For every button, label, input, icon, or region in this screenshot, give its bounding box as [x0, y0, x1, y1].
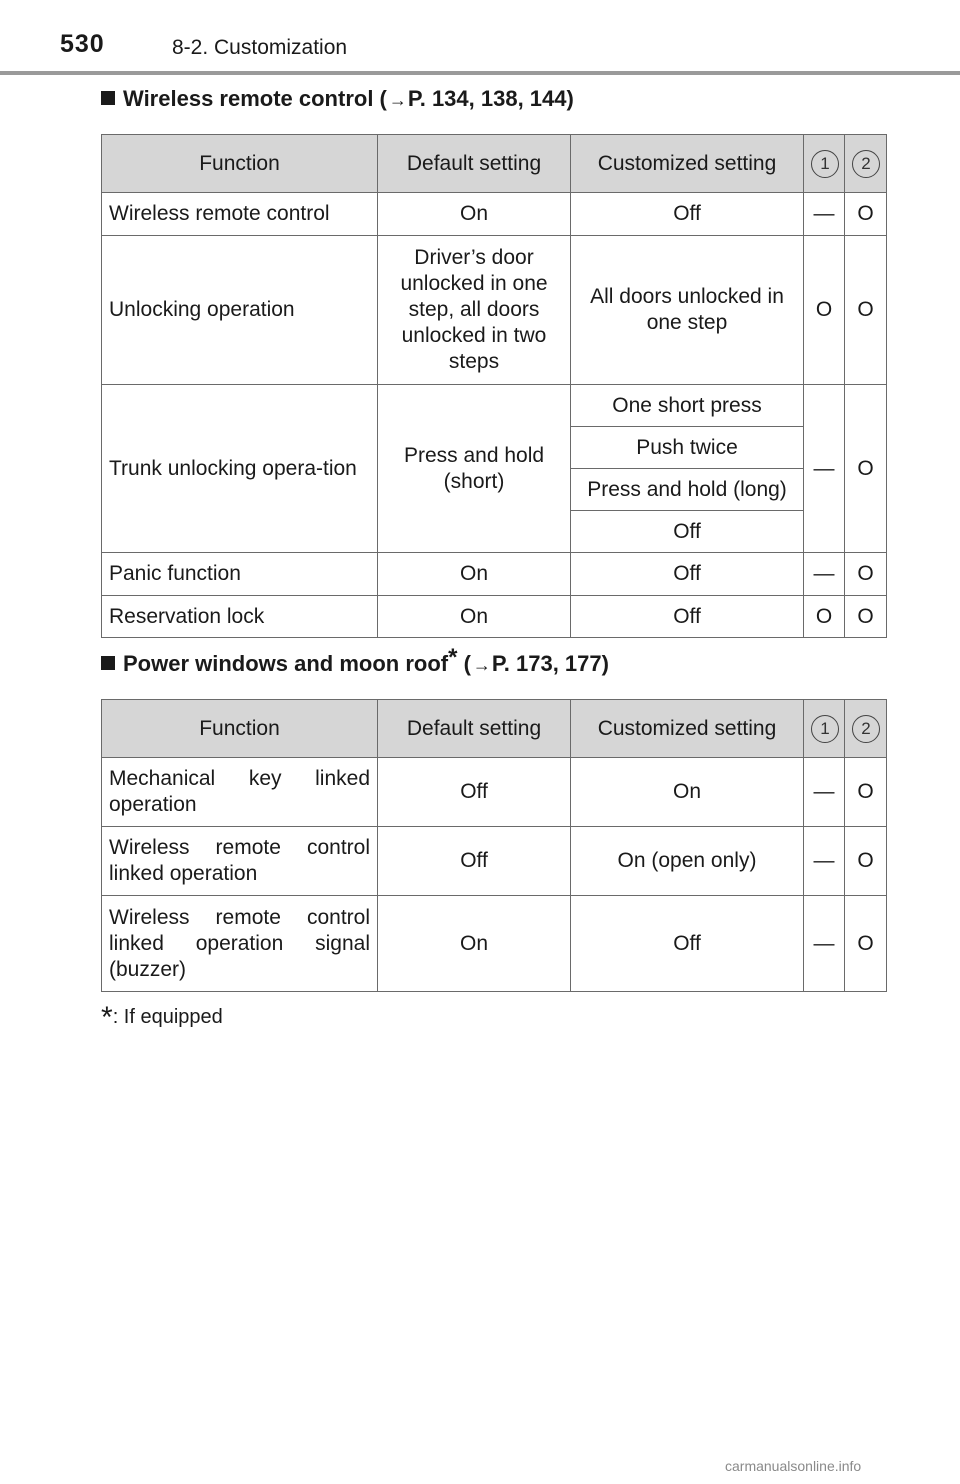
- col1-cell: —: [804, 827, 845, 896]
- table-row: [102, 236, 887, 385]
- header-col-1: [804, 135, 845, 193]
- col2-cell: O: [845, 385, 887, 553]
- customized-option-cell: Press and hold (long): [571, 469, 804, 511]
- customized-option-cell: Push twice: [571, 427, 804, 469]
- page-number: 530: [60, 30, 105, 58]
- customized-option-cell: Off: [571, 511, 804, 553]
- square-bullet-icon: [101, 91, 115, 105]
- col2-cell: O: [845, 553, 887, 596]
- table-row: [102, 553, 887, 596]
- default-cell: Off: [378, 827, 571, 896]
- default-cell: On: [378, 896, 571, 992]
- customized-cell: Off: [571, 193, 804, 236]
- customized-cell: Off: [571, 896, 804, 992]
- asterisk-icon: *: [101, 1001, 113, 1034]
- arrow-right-icon: →: [472, 655, 491, 675]
- circled-2-icon: 2: [852, 150, 880, 178]
- col2-cell: O: [845, 896, 887, 992]
- col1-cell: —: [804, 553, 845, 596]
- header-divider: [0, 71, 960, 75]
- section-heading-wireless-remote: Wireless remote control ( →P. 134, 138, 144): [101, 86, 574, 112]
- default-cell: On: [378, 596, 571, 638]
- table-row: [102, 385, 887, 427]
- col2-cell: O: [845, 827, 887, 896]
- function-cell: Unlocking operation: [102, 236, 378, 385]
- col1-cell: —: [804, 385, 845, 553]
- wireless-remote-table: [101, 134, 887, 638]
- col1-cell: —: [804, 896, 845, 992]
- footnote: *: If equipped: [101, 1001, 223, 1034]
- table-row: [102, 193, 887, 236]
- col1-cell: O: [804, 236, 845, 385]
- default-cell: On: [378, 193, 571, 236]
- col2-cell: O: [845, 193, 887, 236]
- function-cell: Panic function: [102, 553, 378, 596]
- customized-cell: On: [571, 758, 804, 827]
- header-default-setting: Default setting: [378, 700, 571, 758]
- default-cell: Press and hold (short): [378, 385, 571, 553]
- square-bullet-icon: [101, 656, 115, 670]
- power-windows-table: [101, 699, 887, 992]
- watermark: carmanualsonline.info: [725, 1458, 862, 1474]
- function-cell: Wireless remote control linked operation signal (buzzer): [102, 896, 378, 992]
- customized-option-cell: One short press: [571, 385, 804, 427]
- header-col-2: [845, 135, 887, 193]
- col2-cell: O: [845, 596, 887, 638]
- col1-cell: O: [804, 596, 845, 638]
- page-header: [0, 0, 960, 76]
- table-header-row: [102, 135, 887, 193]
- table-row: [102, 758, 887, 827]
- circled-2-icon: 2: [852, 715, 880, 743]
- default-cell: Driver’s door unlocked in one step, all doors unlocked in two steps: [378, 236, 571, 385]
- header-col-2: [845, 700, 887, 758]
- col2-cell: O: [845, 236, 887, 385]
- default-cell: Off: [378, 758, 571, 827]
- header-function: Function: [102, 135, 378, 193]
- col1-cell: —: [804, 758, 845, 827]
- function-cell: Mechanical key linked operation: [102, 758, 378, 827]
- function-cell: Wireless remote control: [102, 193, 378, 236]
- header-customized-setting: Customized setting: [571, 135, 804, 193]
- circled-1-icon: 1: [811, 150, 839, 178]
- table-row: [102, 827, 887, 896]
- function-cell: Trunk unlocking opera-tion: [102, 385, 378, 553]
- customized-cell: On (open only): [571, 827, 804, 896]
- header-default-setting: Default setting: [378, 135, 571, 193]
- customized-cell: All doors unlocked in one step: [571, 236, 804, 385]
- circled-1-icon: 1: [811, 715, 839, 743]
- default-cell: On: [378, 553, 571, 596]
- section-heading-power-windows: Power windows and moon roof* ( →P. 173, 177): [101, 651, 609, 677]
- table-row: [102, 896, 887, 992]
- header-function: Function: [102, 700, 378, 758]
- col1-cell: —: [804, 193, 845, 236]
- col2-cell: O: [845, 758, 887, 827]
- customized-cell: Off: [571, 596, 804, 638]
- header-customized-setting: Customized setting: [571, 700, 804, 758]
- header-col-1: [804, 700, 845, 758]
- section-label: 8-2. Customization: [172, 36, 348, 59]
- function-cell: Wireless remote control linked operation: [102, 827, 378, 896]
- table-row: [102, 596, 887, 638]
- function-cell: Reservation lock: [102, 596, 378, 638]
- customized-cell: Off: [571, 553, 804, 596]
- asterisk-icon: *: [448, 644, 458, 671]
- arrow-right-icon: →: [388, 90, 407, 110]
- table-header-row: [102, 700, 887, 758]
